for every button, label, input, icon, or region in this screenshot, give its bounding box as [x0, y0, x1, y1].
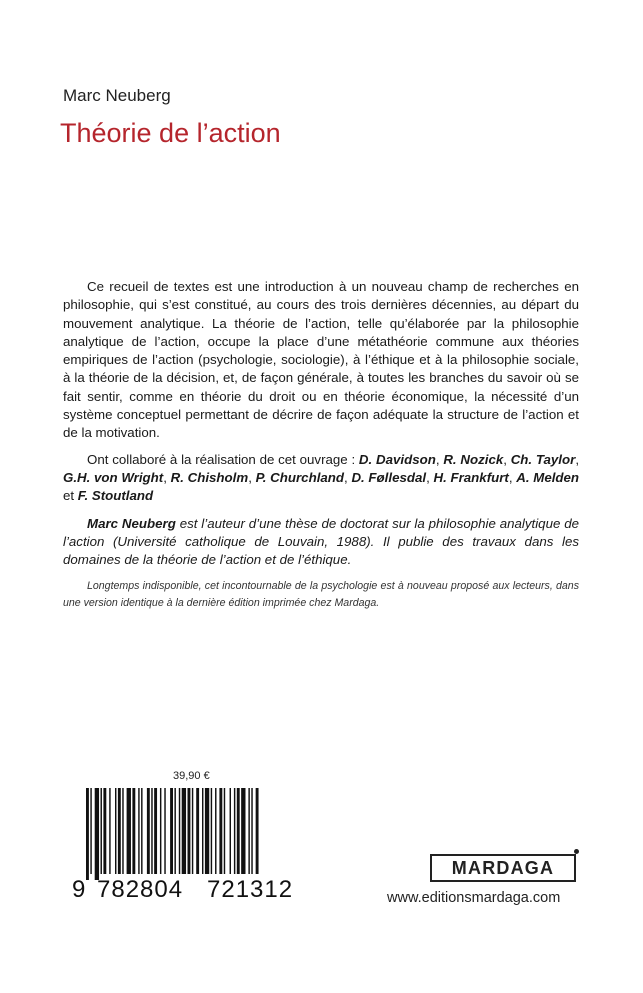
collaborator-conjunction: et: [63, 488, 78, 504]
barcode-bar: [241, 788, 245, 874]
barcode-bar: [109, 788, 110, 874]
barcode-bar: [86, 788, 89, 880]
barcode-bars: [86, 788, 304, 880]
collaborator-name: F. Stoutland: [77, 488, 154, 504]
barcode-bar: [127, 788, 131, 874]
summary-paragraph: Ce recueil de textes est une introduction à un nouveau champ de recherches en philosophie, qui s’est constitué, au cours des trois dernières décennies, au départ du mouvement analytique. La théorie de l’action, telle qu’élaborée par la philosophie analytique de l’action, occupe la place d’une métathéorie commune aux théories empiriques de l’action (psychologie, sociologie), à l’éthique et à la philosophie sociale, à la théorie de la décision, et, de façon générale, à toutes les branches du savoir où se fait sentir, comme en théorie du droit ou en théorie économique, la nécessité d’un système conceptuel permettant de décrire de façon adéquate la structure de l’action et de la motivation.: [63, 279, 579, 441]
barcode-bar: [256, 788, 259, 874]
isbn-first-digit: 9: [72, 876, 87, 903]
isbn-group-2: 721312: [207, 876, 294, 903]
book-title: Théorie de l’action: [60, 118, 281, 148]
barcode-bar: [248, 788, 249, 874]
barcode-bar: [101, 788, 102, 874]
barcode-bar: [192, 788, 193, 874]
collaborator-separator: ,: [163, 469, 171, 485]
barcode-bar: [188, 788, 191, 874]
barcode-bar: [90, 788, 91, 874]
isbn-barcode: [86, 788, 304, 880]
barcode-bar: [211, 788, 212, 874]
barcode-bar: [219, 788, 222, 874]
price-label: 39,90 €: [173, 770, 210, 782]
barcode-bar: [103, 788, 106, 874]
author-bio: [63, 515, 579, 570]
logo-dot: [574, 849, 579, 854]
collaborators-paragraph: [63, 451, 579, 506]
collaborator-separator: ,: [503, 451, 511, 467]
collaborator-separator: ,: [435, 451, 444, 467]
bio-text: est l’auteur d’une thèse de doctorat sur la philosophie analytique de l’action (Université catholique de Louvain, 1988). Il publie des travaux dans les domaines de la théorie de l’action et de l’éthique.: [63, 515, 579, 568]
barcode-bar: [182, 788, 186, 874]
collaborator-name: D. Davidson: [358, 451, 436, 467]
collaborator-name: Ch. Taylor: [510, 451, 576, 467]
barcode-bar: [154, 788, 157, 874]
barcode-bar: [118, 788, 121, 874]
collaborator-name: P. Churchland: [255, 469, 345, 485]
barcode-bar: [234, 788, 235, 874]
collaborator-separator: ,: [344, 469, 352, 485]
barcode-bar: [202, 788, 203, 874]
collaborator-separator: ,: [248, 469, 256, 485]
reissue-note: Longtemps indisponible, cet incontournable de la psychologie est à nouveau proposé aux lecteurs, dans une version identique à la dernière édition imprimée chez Mardaga.: [63, 580, 579, 609]
barcode-bar: [138, 788, 139, 874]
collaborator-name: A. Melden: [516, 469, 580, 485]
barcode-bar: [205, 788, 209, 874]
collaborator-separator: ,: [575, 451, 580, 467]
author-name: Marc Neuberg: [63, 86, 171, 105]
collaborator-separator: ,: [508, 469, 517, 485]
publisher-logo: [430, 854, 576, 882]
barcode-bar: [174, 788, 175, 874]
isbn-group-1: 782804: [97, 876, 184, 903]
barcode-bar: [141, 788, 142, 874]
barcode-bar: [95, 788, 99, 880]
barcode-bar: [164, 788, 165, 874]
collaborator-name: G.H. von Wright: [63, 469, 164, 485]
barcode-bar: [160, 788, 161, 874]
barcode-bar: [196, 788, 199, 874]
bio-author-name: Marc Neuberg: [87, 515, 176, 531]
isbn-digits: [72, 876, 312, 906]
collaborator-separator: ,: [426, 469, 434, 485]
collaborators-intro: Ont collaboré à la réalisation de cet ouvrage :: [87, 451, 359, 467]
barcode-bar: [251, 788, 252, 874]
barcode-bar: [115, 788, 116, 874]
publisher-website: www.editionsmardaga.com: [387, 890, 561, 906]
barcode-bar: [151, 788, 152, 874]
barcode-bar: [179, 788, 180, 874]
barcode-bar: [237, 788, 240, 874]
back-cover-text: [63, 278, 579, 611]
barcode-bar: [215, 788, 216, 874]
barcode-bar: [230, 788, 231, 874]
barcode-bar: [122, 788, 123, 874]
barcode-bar: [170, 788, 173, 874]
collaborator-name: D. Føllesdal: [351, 469, 427, 485]
collaborator-name: R. Nozick: [443, 451, 504, 467]
barcode-bar: [224, 788, 225, 874]
collaborator-name: R. Chisholm: [170, 469, 249, 485]
publisher-logo-text: MARDAGA: [451, 858, 555, 878]
collaborator-name: H. Frankfurt: [433, 469, 509, 485]
barcode-bar: [147, 788, 150, 874]
barcode-bar: [132, 788, 135, 874]
